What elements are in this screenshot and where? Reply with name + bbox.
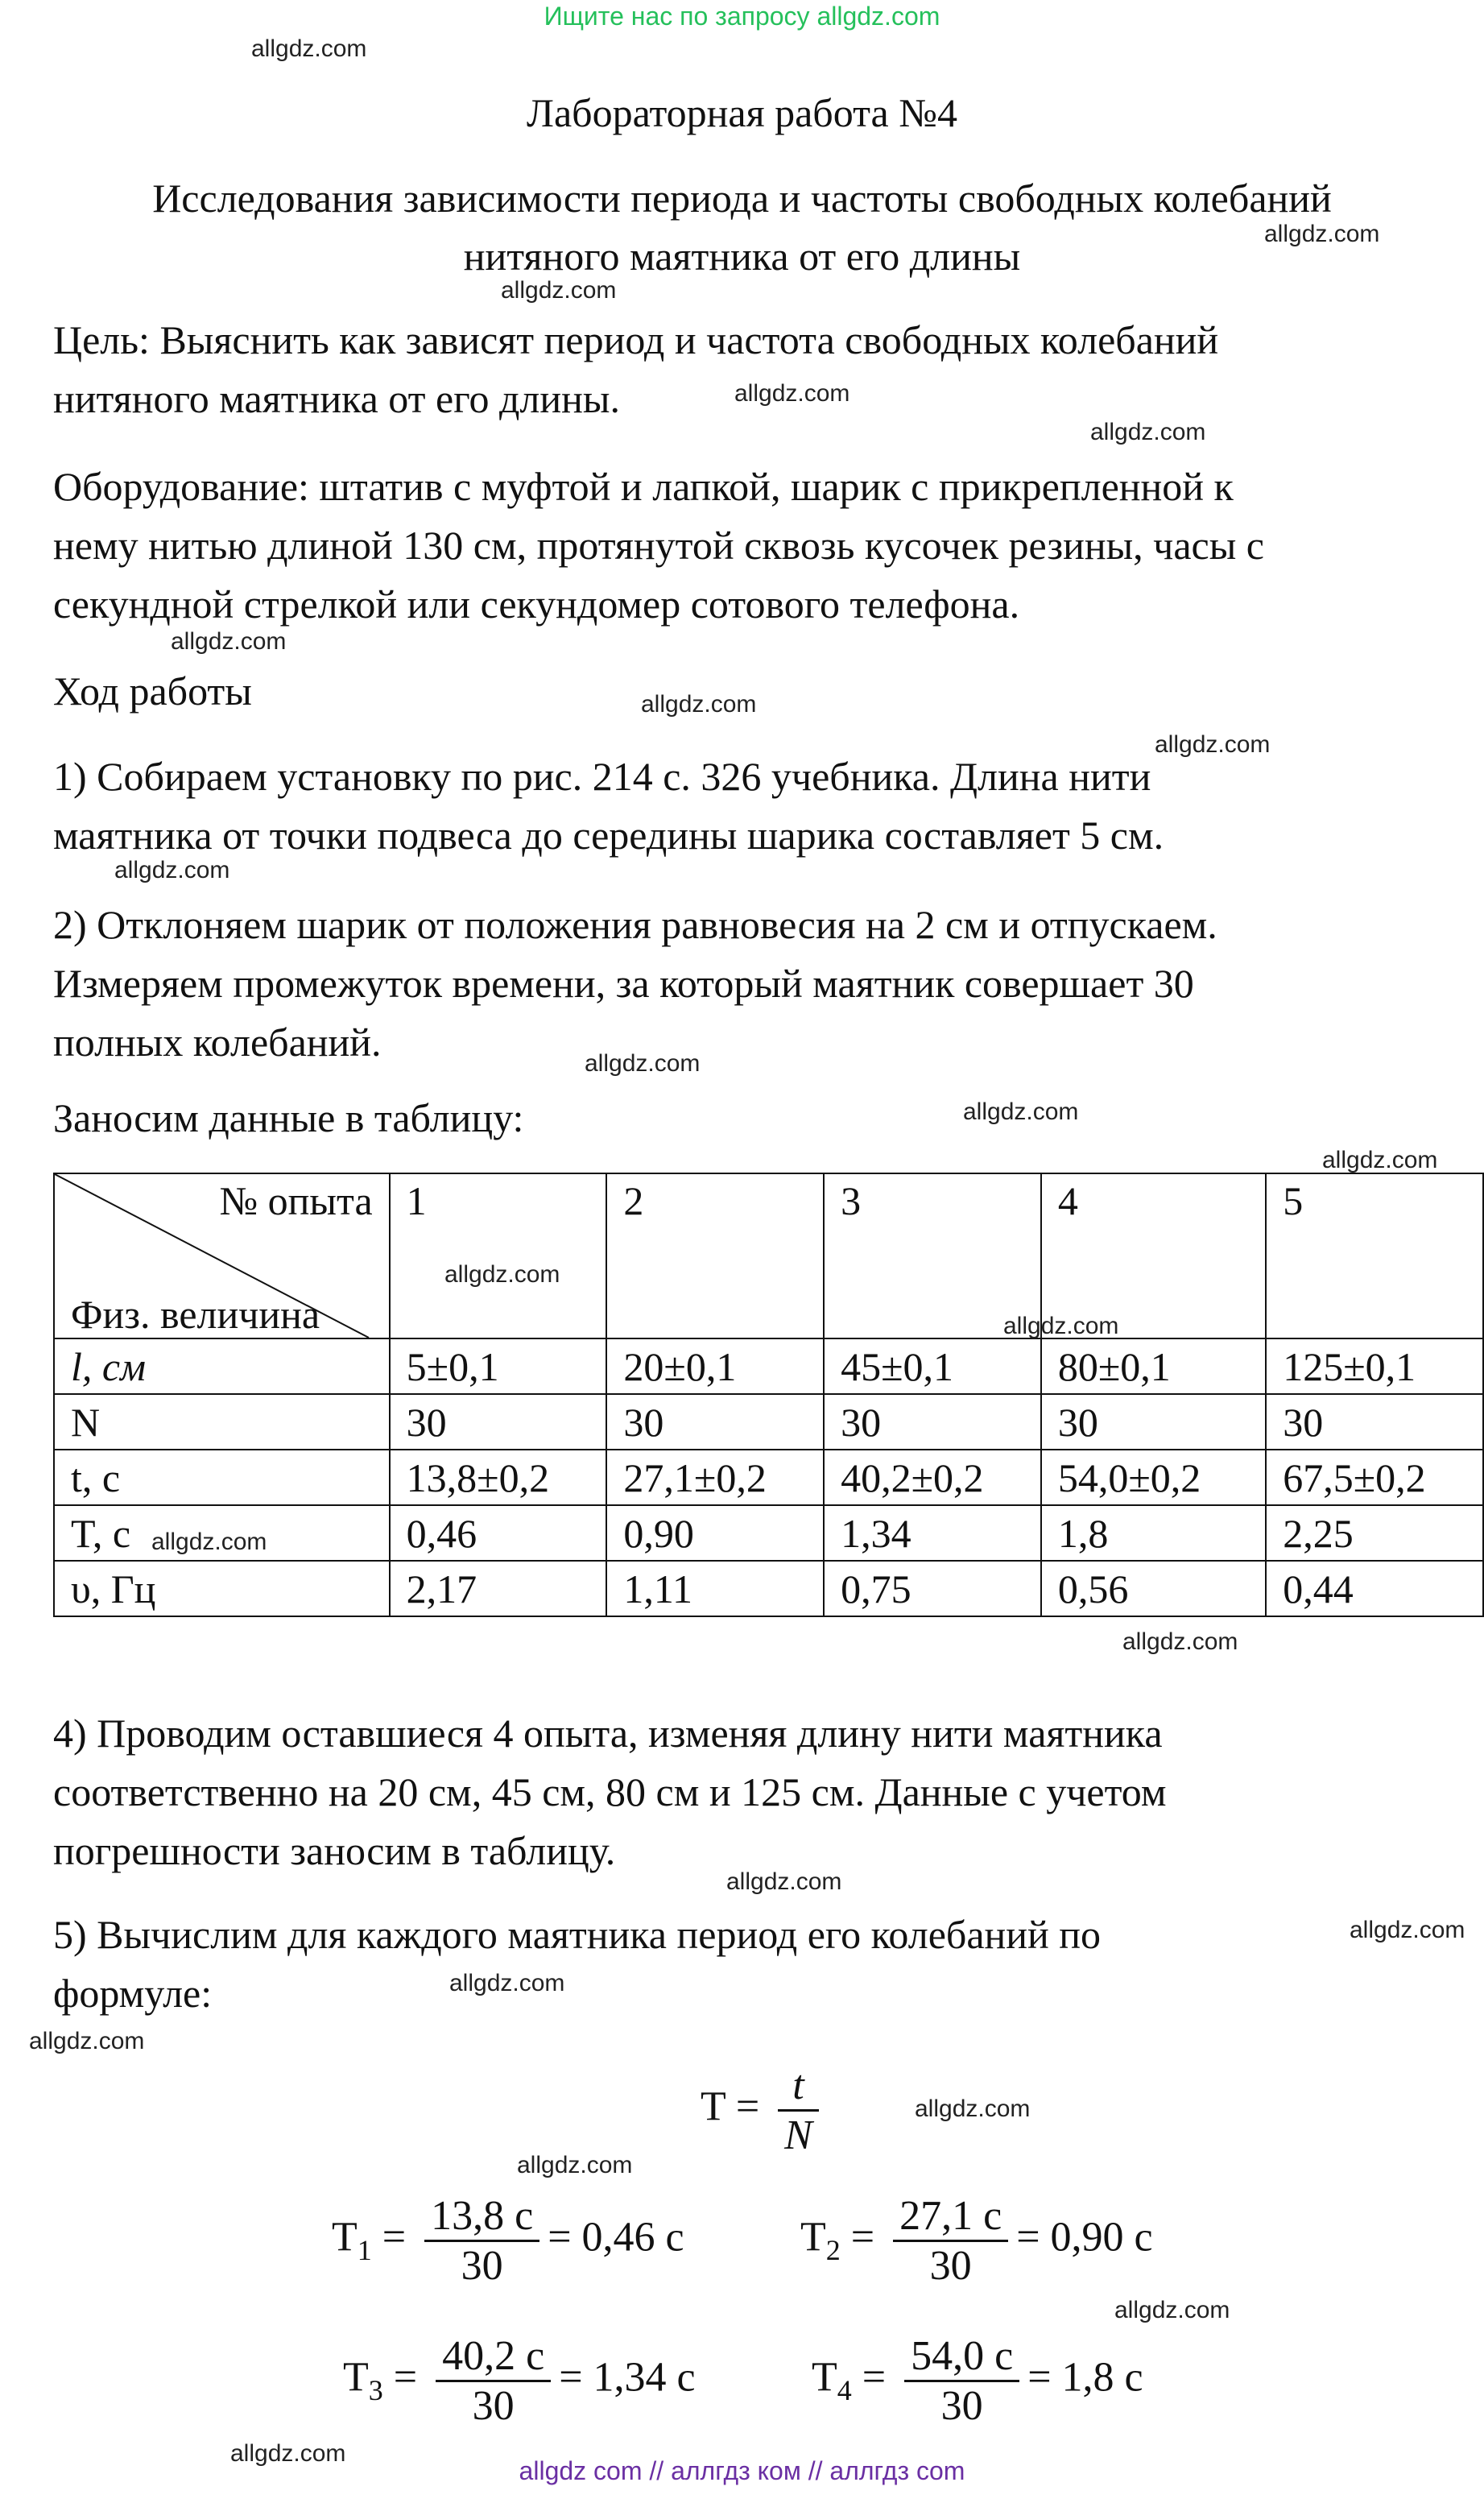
equipment-line: секундной стрелкой или секундомер сотового телефона. bbox=[53, 581, 1020, 627]
table-cell: 67,5±0,2 bbox=[1266, 1450, 1483, 1505]
watermark: allgdz.com bbox=[114, 857, 230, 883]
row-label: υ, Гц bbox=[54, 1561, 390, 1616]
step5-paragraph bbox=[53, 1905, 1470, 2023]
row-label: T, с bbox=[54, 1505, 390, 1561]
goal-line: Цель: Выяснить как зависят период и частота свободных колебаний bbox=[53, 317, 1219, 362]
lab-subtitle-2: нитяного маятника от его длины bbox=[463, 234, 1021, 279]
watermark: allgdz.com bbox=[1264, 221, 1380, 247]
procedure-heading: Ход работы bbox=[53, 668, 252, 714]
calc-denominator: 30 bbox=[893, 2240, 1008, 2290]
table-cell: 30 bbox=[606, 1394, 824, 1450]
step5-line: 5) Вычислим для каждого маятника период его колебаний по bbox=[53, 1912, 1102, 1957]
step2-line: полных колебаний. bbox=[53, 1020, 382, 1065]
experiment-header: 2 bbox=[606, 1173, 824, 1338]
step2-line: Измеряем промежуток времени, за который маятник совершает 30 bbox=[53, 961, 1194, 1006]
table-cell: 5±0,1 bbox=[390, 1338, 607, 1394]
step4-line: погрешности заносим в таблицу. bbox=[53, 1828, 616, 1873]
table-cell: 80±0,1 bbox=[1041, 1338, 1266, 1394]
table-cell: 30 bbox=[824, 1394, 1041, 1450]
equipment-line: Оборудование: штатив с муфтой и лапкой, шарик с прикрепленной к bbox=[53, 464, 1234, 509]
table-row bbox=[54, 1505, 1483, 1561]
step1-line: маятника от точки подвеса до середины шарика составляет 5 см. bbox=[53, 813, 1164, 858]
calc-numerator: 54,0 с bbox=[911, 2333, 1014, 2379]
calc-numerator: 13,8 с bbox=[431, 2193, 534, 2239]
table-cell: 2,17 bbox=[390, 1561, 607, 1616]
calc-result: = 1,8 с bbox=[1027, 2354, 1143, 2401]
watermark: allgdz.com bbox=[449, 1970, 565, 1996]
formula-lhs: T = bbox=[701, 2083, 760, 2130]
step4-line: соответственно на 20 см, 45 см, 80 см и 125 см. Данные с учетом bbox=[53, 1769, 1167, 1814]
table-cell: 1,11 bbox=[606, 1561, 824, 1616]
table-cell: 0,44 bbox=[1266, 1561, 1483, 1616]
watermark: allgdz.com bbox=[641, 691, 757, 718]
table-cell: 0,46 bbox=[390, 1505, 607, 1561]
row-label: l, см bbox=[54, 1338, 390, 1394]
watermark: allgdz.com bbox=[444, 1261, 560, 1288]
physical-quantity-label: Физ. величина bbox=[71, 1292, 320, 1337]
table-cell: 54,0±0,2 bbox=[1041, 1450, 1266, 1505]
table-cell: 13,8±0,2 bbox=[390, 1450, 607, 1505]
experiment-number-label: № опыта bbox=[219, 1178, 373, 1223]
watermark: allgdz.com bbox=[1350, 1917, 1465, 1943]
step2-paragraph bbox=[53, 896, 1470, 1072]
top-banner[interactable]: Ищите нас по запросу allgdz.com bbox=[544, 2, 940, 31]
goal-paragraph bbox=[53, 311, 1470, 428]
table-cell: 20±0,1 bbox=[606, 1338, 824, 1394]
watermark: allgdz.com bbox=[501, 277, 617, 304]
goal-line: нитяного маятника от его длины. bbox=[53, 376, 620, 421]
formula-fraction bbox=[778, 2062, 819, 2159]
experiment-header: 3 bbox=[824, 1173, 1041, 1338]
bottom-banner[interactable]: allgdz com // аллгдз ком // аллгдз com bbox=[519, 2456, 965, 2485]
table-header-row bbox=[54, 1173, 1483, 1338]
table-cell: 40,2±0,2 bbox=[824, 1450, 1041, 1505]
watermark: allgdz.com bbox=[1122, 1628, 1238, 1655]
watermark: allgdz.com bbox=[734, 380, 850, 407]
calc-lhs: T bbox=[812, 2354, 837, 2401]
table-cell: 2,25 bbox=[1266, 1505, 1483, 1561]
table-row bbox=[54, 1450, 1483, 1505]
table-cell: 30 bbox=[1041, 1394, 1266, 1450]
calc-result: = 0,46 с bbox=[548, 2214, 684, 2261]
watermark: allgdz.com bbox=[585, 1050, 701, 1077]
calc-denominator: 30 bbox=[436, 2380, 551, 2430]
experiment-header: 4 bbox=[1041, 1173, 1266, 1338]
formula-numerator: t bbox=[792, 2062, 804, 2108]
lab-title: Лабораторная работа №4 bbox=[527, 90, 957, 135]
watermark: allgdz.com bbox=[1322, 1147, 1438, 1173]
calc-lhs: T bbox=[800, 2214, 826, 2261]
table-cell: 125±0,1 bbox=[1266, 1338, 1483, 1394]
watermark: allgdz.com bbox=[1003, 1313, 1119, 1339]
calc-denominator: 30 bbox=[904, 2380, 1019, 2430]
calc-T4: $T_4$ = $\frac{54,0 с}{30}$ = 1,8 с bbox=[812, 2333, 1143, 2429]
formula-denominator: N bbox=[778, 2109, 819, 2159]
table-cell: 0,56 bbox=[1041, 1561, 1266, 1616]
calc-fraction bbox=[893, 2192, 1008, 2290]
equipment-paragraph bbox=[53, 457, 1470, 634]
table-cell: 0,75 bbox=[824, 1561, 1041, 1616]
table-cell: 30 bbox=[1266, 1394, 1483, 1450]
table-cell: 27,1±0,2 bbox=[606, 1450, 824, 1505]
step5-line: формуле: bbox=[53, 1971, 213, 2016]
table-cell: 1,34 bbox=[824, 1505, 1041, 1561]
watermark: allgdz.com bbox=[963, 1098, 1079, 1125]
watermark: allgdz.com bbox=[1114, 2297, 1230, 2323]
calc-index: 4 bbox=[837, 2373, 852, 2406]
watermark: allgdz.com bbox=[230, 2440, 346, 2467]
calc-T2: $T_2$ = $\frac{27,1 с}{30}$ = 0,90 с bbox=[800, 2193, 1153, 2289]
calc-T1: $T_1$ = $\frac{13,8 с}{30}$ = 0,46 с bbox=[332, 2193, 684, 2289]
experiment-header: 1 bbox=[390, 1173, 607, 1338]
table-row bbox=[54, 1394, 1483, 1450]
step1-paragraph bbox=[53, 747, 1470, 865]
table-cell: 1,8 bbox=[1041, 1505, 1266, 1561]
calc-fraction bbox=[904, 2332, 1019, 2430]
calc-result: = 0,90 с bbox=[1016, 2214, 1153, 2261]
watermark: allgdz.com bbox=[251, 35, 367, 62]
watermark: allgdz.com bbox=[29, 2028, 145, 2054]
table-cell: 0,90 bbox=[606, 1505, 824, 1561]
step1-line: 1) Собираем установку по рис. 214 с. 326 учебника. Длина нити bbox=[53, 754, 1151, 799]
table-intro: Заносим данные в таблицу: bbox=[53, 1095, 524, 1140]
table-row bbox=[54, 1561, 1483, 1616]
calc-result: = 1,34 с bbox=[559, 2354, 696, 2401]
table-cell: 45±0,1 bbox=[824, 1338, 1041, 1394]
watermark: allgdz.com bbox=[1155, 731, 1271, 758]
table-corner-cell bbox=[54, 1173, 390, 1338]
lab-subtitle-1: Исследования зависимости периода и частоты свободных колебаний bbox=[152, 176, 1332, 221]
step4-paragraph bbox=[53, 1704, 1470, 1880]
calc-fraction bbox=[424, 2192, 539, 2290]
table-row bbox=[54, 1338, 1483, 1394]
calc-index: 1 bbox=[357, 2233, 372, 2266]
results-table bbox=[53, 1173, 1484, 1617]
watermark: allgdz.com bbox=[151, 1529, 267, 1555]
row-label: N bbox=[54, 1394, 390, 1450]
step4-line: 4) Проводим оставшиеся 4 опыта, изменяя длину нити маятника bbox=[53, 1711, 1163, 1756]
calc-T3: $T_3$ = $\frac{40,2 с}{30}$ = 1,34 с bbox=[343, 2333, 696, 2429]
watermark: allgdz.com bbox=[915, 2095, 1031, 2122]
calc-numerator: 27,1 с bbox=[899, 2193, 1002, 2239]
calc-index: 3 bbox=[368, 2373, 383, 2406]
watermark: allgdz.com bbox=[726, 1868, 842, 1895]
equipment-line: нему нитью длиной 130 см, протянутой сквозь кусочек резины, часы с bbox=[53, 523, 1265, 568]
experiment-header: 5 bbox=[1266, 1173, 1483, 1338]
calc-lhs: T bbox=[332, 2214, 358, 2261]
period-formula bbox=[701, 2062, 827, 2159]
watermark: allgdz.com bbox=[1090, 419, 1206, 445]
calc-index: 2 bbox=[825, 2233, 841, 2266]
calc-lhs: T bbox=[343, 2354, 369, 2401]
step2-line: 2) Отклоняем шарик от положения равновесия на 2 см и отпускаем. bbox=[53, 902, 1217, 947]
table-cell: 30 bbox=[390, 1394, 607, 1450]
calc-fraction bbox=[436, 2332, 551, 2430]
calc-numerator: 40,2 с bbox=[442, 2333, 545, 2379]
row-label: t, с bbox=[54, 1450, 390, 1505]
calc-denominator: 30 bbox=[424, 2240, 539, 2290]
watermark: allgdz.com bbox=[171, 628, 287, 655]
watermark: allgdz.com bbox=[517, 2152, 633, 2178]
